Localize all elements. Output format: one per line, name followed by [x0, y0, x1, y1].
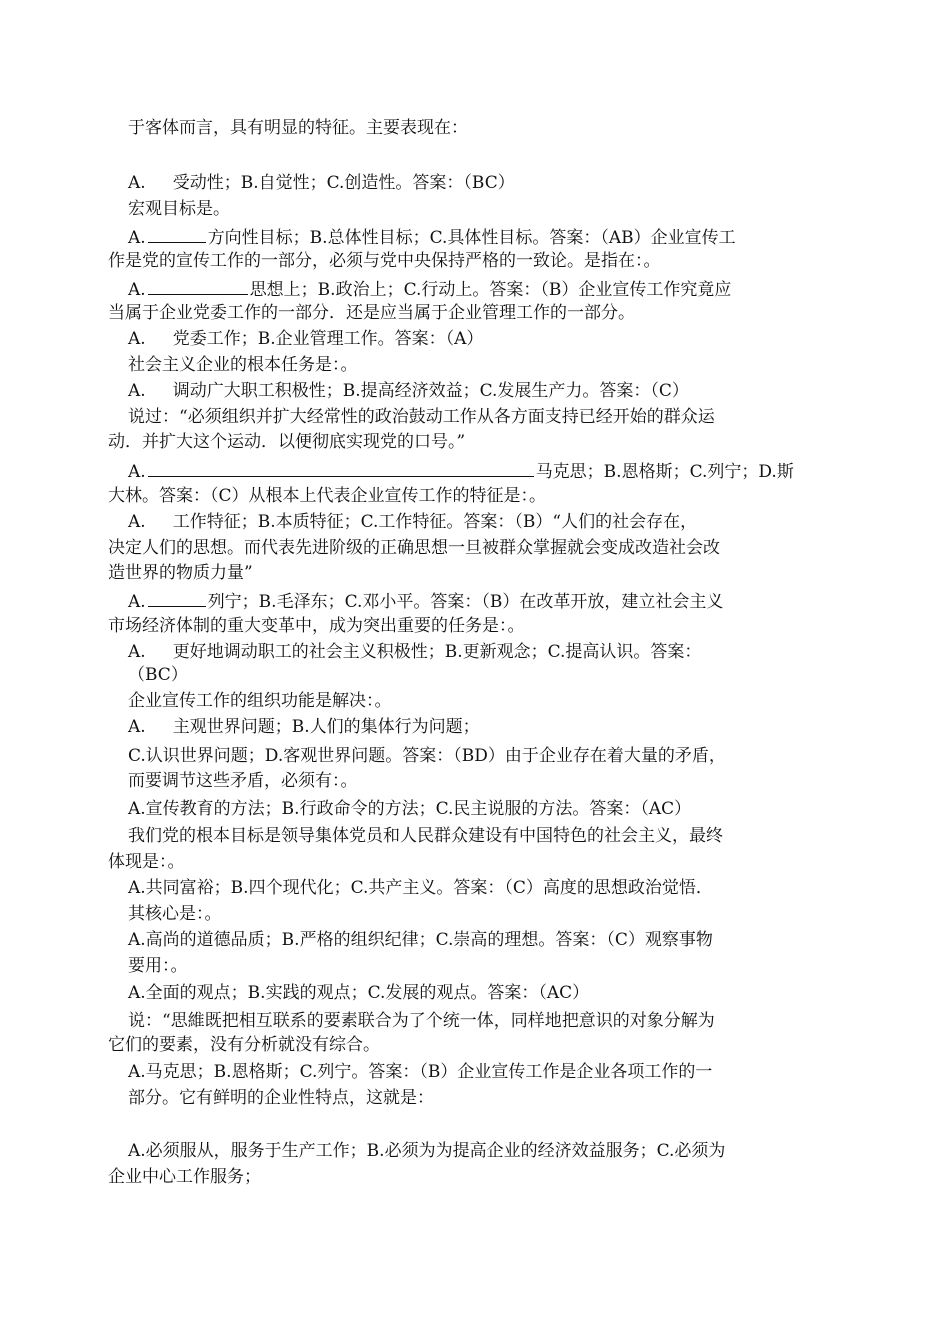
line-text: 思想上；B.政治上；C.行动上。答案：（B）企业宣传工作究竟应 — [249, 280, 732, 300]
text-line: 企业中心工作服务； — [108, 1167, 261, 1187]
text-line: A.宣传教育的方法；B.行政命令的方法；C.民主说服的方法。答案：（AC） — [128, 799, 692, 819]
text-line: A.全面的观点；B.实践的观点；C.发展的观点。答案：（AC） — [128, 983, 590, 1003]
text-line: （BC） — [128, 665, 188, 685]
blank-underline — [148, 590, 206, 607]
option-prefix: A. — [128, 280, 146, 300]
text-line: 决定人们的思想。而代表先进阶级的正确思想一旦被群众掌握就会变成改造社会改 — [108, 538, 720, 558]
text-line: 大林。答案：（C）从根本上代表企业宣传工作的特征是：。 — [108, 486, 547, 506]
option-prefix: A. — [128, 592, 146, 612]
text-line: 体现是：。 — [108, 852, 185, 872]
line-text: 方向性目标；B.总体性目标；C.具体性目标。答案：（AB）企业宣传工 — [207, 228, 736, 248]
text-line: 当属于企业党委工作的一部分．还是应当属于企业管理工作的一部分。 — [108, 303, 635, 323]
option-prefix: A. — [128, 228, 146, 248]
text-line: A. 主观世界问题；B.人们的集体行为问题； — [128, 717, 480, 737]
text-line: A. 工作特征；B.本质特征；C.工作特征。答案：（B）“人们的社会存在， — [128, 512, 698, 532]
text-line: A.共同富裕；B.四个现代化；C.共产主义。答案：（C）高度的思想政治觉悟． — [128, 878, 713, 898]
text-line: 部分。它有鲜明的企业性特点，这就是： — [128, 1088, 434, 1108]
text-line: A. 党委工作；B.企业管理工作。答案：（A） — [128, 329, 484, 349]
text-line: 于客体而言，具有明显的特征。主要表现在： — [128, 118, 468, 138]
text-line: A. 受动性；B.自觉性；C.创造性。答案：（BC） — [128, 173, 515, 193]
text-line: C.认识世界问题；D.客观世界问题。答案：（BD）由于企业存在着大量的矛盾， — [128, 746, 726, 766]
text-line: A. 调动广大职工积极性；B.提高经济效益；C.发展生产力。答案：（C） — [128, 381, 689, 401]
text-line: 它们的要素，没有分析就没有综合。 — [108, 1035, 380, 1055]
text-line — [128, 590, 723, 613]
text-line: 市场经济体制的重大变革中，成为突出重要的任务是：。 — [108, 616, 525, 636]
blank-underline — [148, 460, 534, 477]
text-line: 动．并扩大这个运动．以便彻底实现党的口号。” — [108, 432, 466, 452]
text-line: 宏观目标是。 — [128, 199, 230, 219]
text-line — [128, 278, 731, 301]
text-line: 社会主义企业的根本任务是：。 — [128, 355, 358, 375]
text-line: 企业宣传工作的组织功能是解决：。 — [128, 691, 392, 711]
text-line: A.马克思；B.恩格斯；C.列宁。答案：（B）企业宣传工作是企业各项工作的一 — [128, 1062, 713, 1082]
text-line: A.必须服从，服务于生产工作；B.必须为为提高企业的经济效益服务；C.必须为 — [128, 1141, 726, 1161]
text-line: 其核心是：。 — [128, 904, 222, 924]
text-line: 说过：“必须组织并扩大经常性的政治鼓动工作从各方面支持已经开始的群众运 — [128, 407, 715, 427]
text-line: 而要调节这些矛盾，必须有：。 — [128, 771, 358, 791]
text-line: 要用：。 — [128, 956, 188, 976]
text-line: 作是党的宣传工作的一部分，必须与党中央保持严格的一致论。是指在：。 — [108, 251, 661, 271]
blank-underline — [148, 226, 206, 243]
text-line — [128, 226, 736, 249]
line-text: 马克思；B.恩格斯；C.列宁；D.斯 — [535, 462, 794, 482]
text-line: 造世界的物质力量” — [108, 563, 253, 583]
text-line: A. 更好地调动职工的社会主义积极性；B.更新观念；C.提高认识。答案： — [128, 642, 702, 662]
option-prefix: A. — [128, 462, 146, 482]
text-line — [128, 460, 794, 483]
text-line: 我们党的根本目标是领导集体党员和人民群众建设有中国特色的社会主义，最终 — [128, 826, 723, 846]
line-text: 列宁；B.毛泽东；C.邓小平。答案：（B）在改革开放，建立社会主义 — [207, 592, 724, 612]
blank-underline — [148, 278, 248, 295]
text-line: 说：“思維既把相互联系的要素联合为了个统一体，同样地把意识的对象分解为 — [128, 1011, 715, 1031]
text-line: A.高尚的道德品质；B.严格的组织纪律；C.崇高的理想。答案：（C）观察事物 — [128, 930, 713, 950]
